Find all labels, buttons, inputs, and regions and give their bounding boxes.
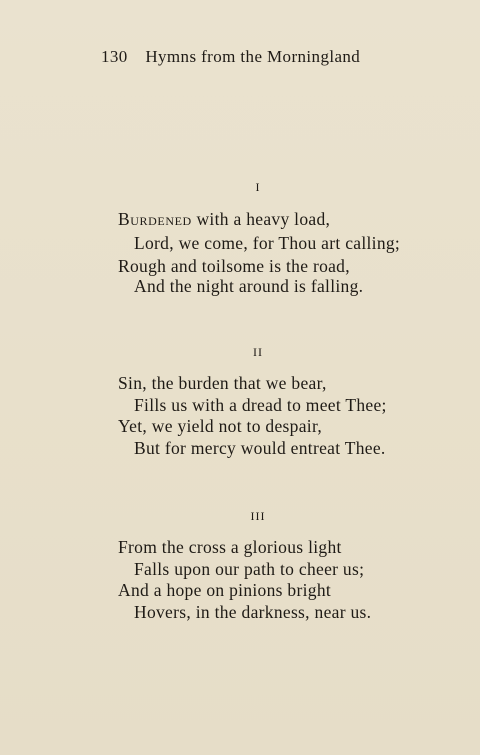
stanza-3-line-4: Hovers, in the darkness, near us.	[134, 602, 372, 622]
page-number: 130	[101, 47, 128, 66]
stanza-1-line-2: Lord, we come, for Thou art calling;	[134, 233, 401, 253]
stanza-3-line-2: Falls upon our path to cheer us;	[134, 559, 365, 579]
stanza-2-numeral: II	[253, 345, 263, 359]
stanza-1-line-3: Rough and toilsome is the road,	[118, 256, 350, 276]
stanza-1-numeral: I	[255, 180, 261, 194]
running-title: Hymns from the Morningland	[145, 47, 361, 66]
stanza-3-line-1: From the cross a glorious light	[118, 537, 342, 557]
stanza-3-line-3: And a hope on pinions bright	[118, 580, 332, 600]
stanza-3-numeral: III	[250, 509, 266, 523]
stanza-2-line-4: But for mercy would entreat Thee.	[134, 438, 386, 458]
running-header	[101, 47, 360, 67]
stanza-1-line-1: Burdened with a heavy load,	[118, 209, 331, 229]
stanza-2-line-3: Yet, we yield not to despair,	[118, 416, 323, 436]
stanza-1-line-4: And the night around is falling.	[134, 276, 364, 296]
stanza-2-line-1: Sin, the burden that we bear,	[118, 373, 327, 393]
stanza-1-first-word: Burdened	[118, 209, 192, 229]
stanza-2-line-2: Fills us with a dread to meet Thee;	[134, 395, 387, 415]
